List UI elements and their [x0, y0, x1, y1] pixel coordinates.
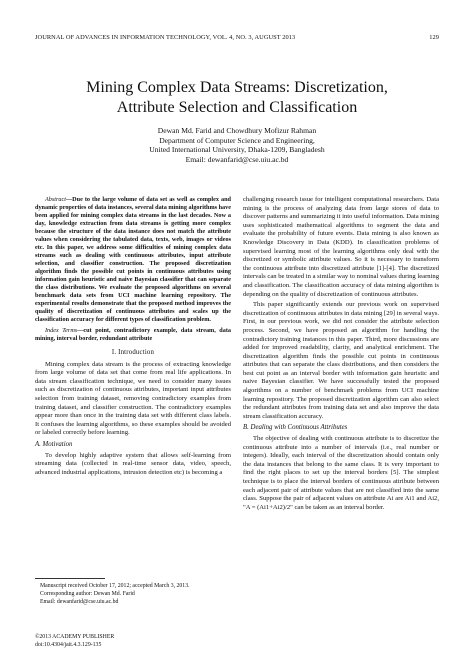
subsection-heading-motivation: A. Motivation — [35, 440, 73, 448]
right-paragraph-2: This paper significantly extends our previous work on supervised discretization of continuous attributes in data mining [29] in several ways. First, in our previous work, we did not consider the attribute selection process. Second, we have proposed an algorithm for handling the contradictory training instances in this paper. Third, more discussions are added for improved readability, clarity, and analytical enrichment. The discretization algorithm finds the possible cut points in continuous attributes that can separate the class distributions, and then considers the best cut point as an interval border with information gain heuristic and naive Bayesian classifier. We have successfully tested the proposed algorithms on a number of benchmark problems from UCI machine learning repository. The proposed discretization algorithm can also select the redundant attributes from training data set and also improve the data stream classification accuracy. — [243, 301, 439, 420]
title-line-1: Mining Complex Data Streams: Discretization, — [86, 79, 388, 96]
index-terms — [35, 327, 231, 343]
right-paragraph-3: The objective of dealing with continuous attribute is to discretize the continuous attribute into a number of intervals (i.e., real number or integers). Ideally, each interval of the discretization should contain only the data instances that belong to the same class. It is very important to find the right places to set up the interval borders [5]. The simplest technique is to place the interval borders of continuous attribute between each adjacent pair of attribute values that are not classified into the same class. Suppose the pair of adjacent values on attribute Ai are Ai1 and Ai2, "A = (Ai1+Ai2)/2" can be taken as an interval border. — [243, 435, 439, 511]
footnote-email: Email: dewanfarid@cse.uiu.ac.bd — [40, 598, 119, 605]
footnotes — [40, 583, 230, 606]
abstract-text: —Due to the large volume of data set as well as complex and dynamic properties of data instances, several data mining algorithms have been applied for mining complex data streams in the last decades. Now a day, knowledge extraction from data streams is getting more complex because the structure of the data instance does not match the attribute values when considering the tabulated data, texts, web, images or videos etc. In this paper, we address some difficulties of mining complex data streams such as dealing with continuous attributes, input attribute selection, and classifier construction. The proposed discretization algorithm finds the possible cut points in continuous attributes using information gain heuristic and naive Bayesian classifier that can separate the class distributions. We evaluate the proposed algorithms on several benchmark data sets from UCI machine learning repository. The experimental results demonstrate that the proposed method improves the quality of discretization of continuous attributes and scales up the classification accuracy for different types of classification problem. — [35, 196, 231, 323]
footer-doi: doi:10.4304/jait.4.3.129-135 — [35, 641, 102, 648]
title-line-2: Attribute Selection and Classification — [116, 99, 358, 116]
journal-name: JOURNAL OF ADVANCES IN INFORMATION TECHNOLOGY, VOL. 4, NO. 3, AUGUST 2013 — [35, 34, 296, 41]
footnote-corresponding-author: Corresponding author: Dewan Md. Farid — [40, 590, 135, 597]
section-heading-introduction: I. Introduction — [111, 349, 155, 356]
author-department: Department of Computer Science and Engineering, — [159, 135, 315, 145]
abstract — [35, 196, 231, 324]
paper-title — [30, 78, 444, 118]
author-names: Dewan Md. Farid and Chowdhury Mofizur Rahman — [157, 126, 317, 135]
footer-publisher: ©2013 ACADEMY PUBLISHER — [35, 634, 115, 640]
index-terms-label: Index Terms — [45, 327, 78, 334]
author-block — [30, 126, 444, 164]
intro-paragraph-2: To develop highly adaptive system that allows self-learning from streaming data (collected in real-time sensor data, video, speech, advanced industrial applications, intrusion detection etc) is becoming a — [35, 451, 231, 476]
intro-paragraph-1: Mining complex data stream is the process of extracting knowledge from large volume of data set that come from real life applications. In data stream classification technique, we need to consider many issues such as discretization of continuous attributes, important input attributes selection from training dataset, removing contradictory examples from training dataset, and classifier construction. The contradictory examples appear more than once in the training data set with different class labels. It confuses the learning algorithms, so these examples should be avoided or labeled correctly before learning. — [35, 360, 231, 437]
page-number: 129 — [429, 34, 439, 41]
subsection-heading-continuous-attributes: B. Dealing with Continuous Attributes — [243, 424, 348, 432]
abstract-label: Abstract — [45, 196, 66, 203]
author-email: Email: dewanfarid@cse.uiu.ac.bd — [185, 154, 289, 164]
page-footer — [35, 634, 235, 650]
left-column — [35, 196, 231, 479]
index-terms-text: —cut point, contradictory example, data stream, data mining, interval border, redundant attribute — [35, 327, 231, 342]
author-university: United International University, Dhaka-1209, Bangladesh — [149, 145, 325, 155]
right-column — [243, 196, 439, 514]
footnote-manuscript: Manuscript received October 17, 2012; accepted March 3, 2013. — [40, 583, 190, 589]
footnote-divider — [35, 578, 105, 579]
right-paragraph-1: challenging research issue for intelligent computational researchers. Data mining is the process of analyzing data from large stores of data to discover patterns and summarizing it into useful information. Data mining uses sophisticated mathematical algorithms to segment the data and evaluate the probability of future events. Data mining is also known as Knowledge Discovery in Data (KDD). In classification problems of supervised learning most of the learning algorithms only deal with the discretized or symbolic attribute values. So it is necessary to transform the continuous attribute into discretized attribute [1]-[4]. The discretized intervals can be treated in a similar way to nominal values during learning and classification. The classification accuracy of data mining algorithm is depending on the quality of discretization of continuous attributes. — [243, 196, 439, 298]
